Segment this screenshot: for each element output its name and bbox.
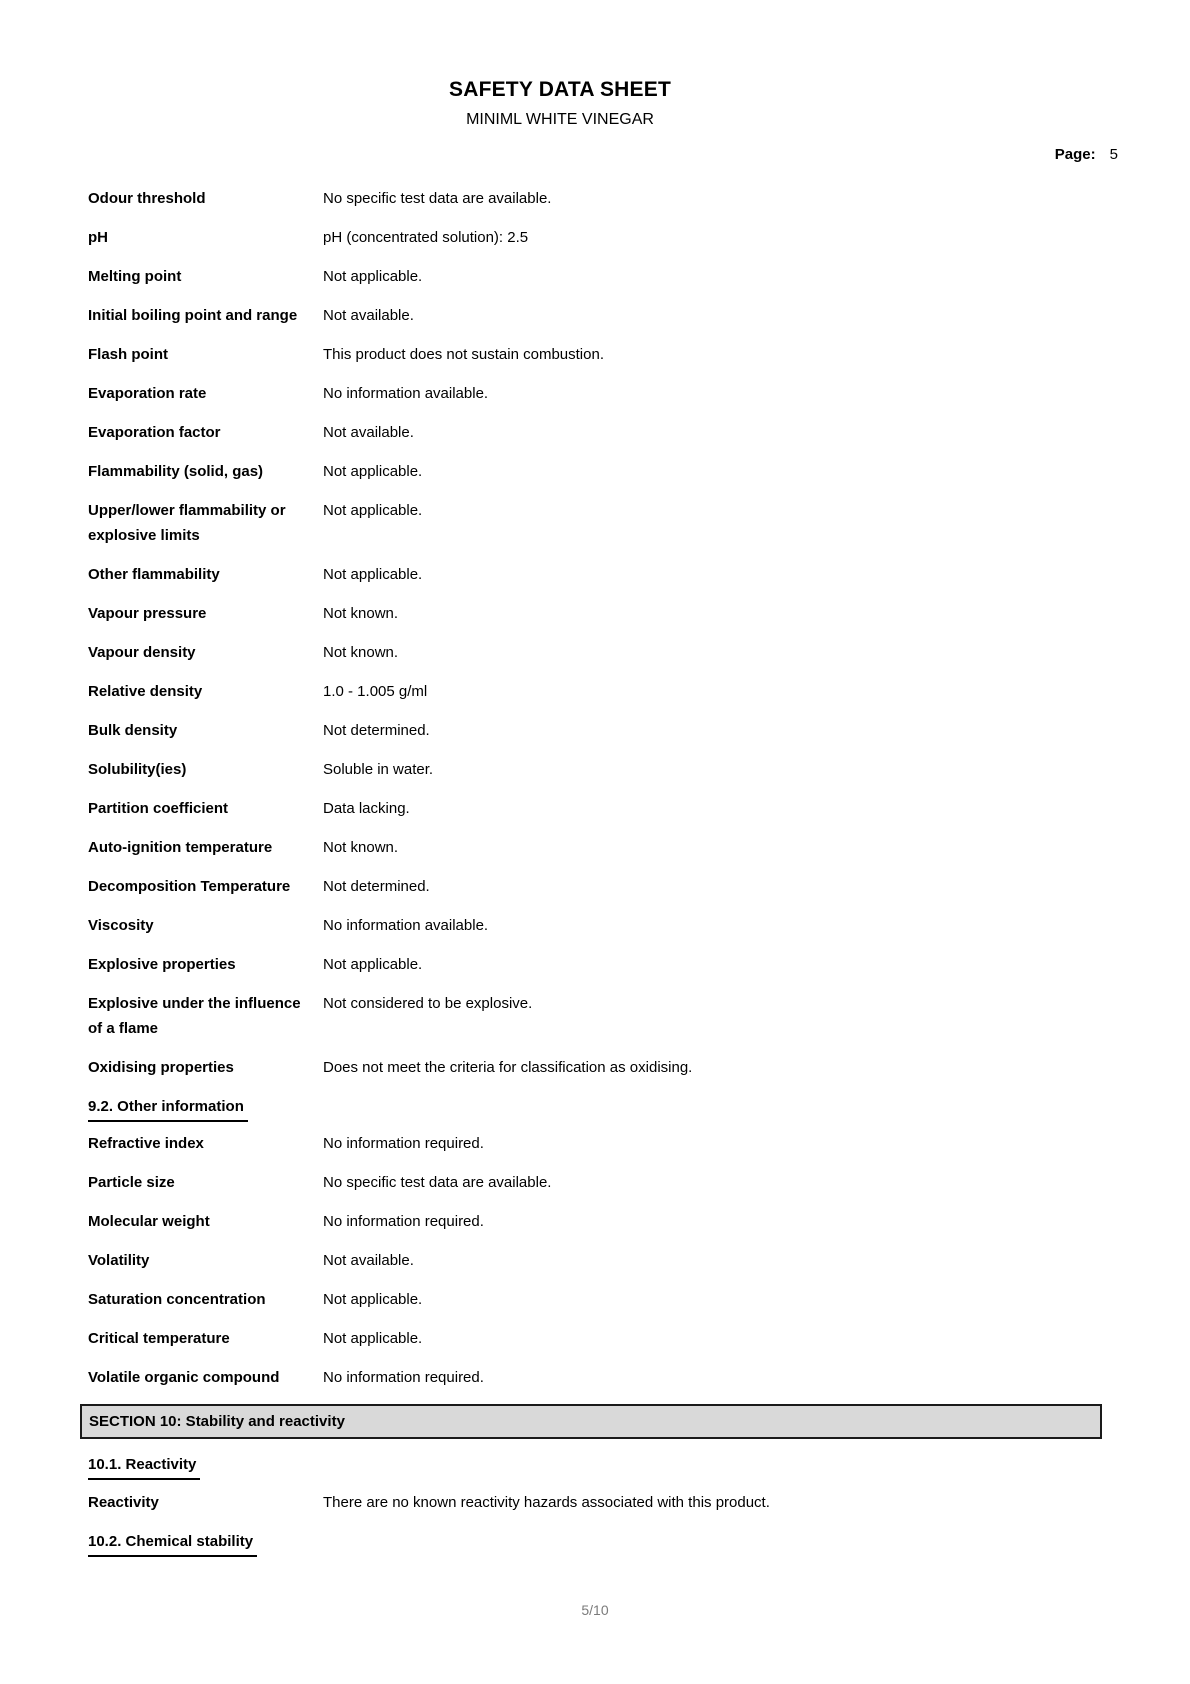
property-row — [80, 498, 1102, 548]
property-row — [80, 1248, 1102, 1273]
property-label: Molecular weight — [88, 1213, 210, 1230]
property-label: Evaporation factor — [88, 424, 221, 441]
property-row — [80, 264, 1102, 289]
subsection-10-1-heading: 10.1. Reactivity — [80, 1452, 1102, 1480]
property-value: Not known. — [323, 644, 399, 661]
property-label: Vapour pressure — [88, 605, 207, 622]
property-label: Reactivity — [88, 1494, 159, 1511]
property-label: Vapour density — [88, 644, 196, 661]
property-label: Explosive properties — [88, 956, 236, 973]
property-row — [80, 225, 1102, 250]
property-value: Not known. — [323, 839, 399, 856]
property-label: Melting point — [88, 268, 182, 285]
property-value: No specific test data are available. — [323, 190, 552, 207]
property-label: Bulk density — [88, 722, 178, 739]
property-label: Viscosity — [88, 917, 154, 934]
property-value: pH (concentrated solution): 2.5 — [323, 229, 529, 246]
property-value: Does not meet the criteria for classification as oxidising. — [323, 1059, 693, 1076]
property-value: No information available. — [323, 917, 489, 934]
property-row — [80, 1326, 1102, 1351]
property-label: Evaporation rate — [88, 385, 207, 402]
property-value: Not determined. — [323, 878, 430, 895]
property-row — [80, 1131, 1102, 1156]
property-row — [80, 1365, 1102, 1390]
property-value: Not applicable. — [323, 1330, 423, 1347]
property-row — [80, 718, 1102, 743]
property-row — [80, 1287, 1102, 1312]
property-row — [80, 913, 1102, 938]
property-label: Volatility — [88, 1252, 150, 1269]
page-indicator-row — [0, 145, 1190, 164]
page-label: Page: — [1054, 146, 1096, 163]
property-row — [80, 303, 1102, 328]
document-body — [80, 186, 1102, 1557]
physical-properties-list — [80, 186, 1102, 1080]
footer-page-indicator: 5/10 — [581, 1602, 609, 1618]
property-row — [80, 1170, 1102, 1195]
property-value: No specific test data are available. — [323, 1174, 552, 1191]
property-value: Soluble in water. — [323, 761, 434, 778]
property-label: Initial boiling point and range — [88, 307, 298, 324]
property-label: Other flammability — [88, 566, 220, 583]
property-value: Not applicable. — [323, 502, 423, 519]
property-label: Oxidising properties — [88, 1059, 234, 1076]
property-value: Data lacking. — [323, 800, 410, 817]
property-row — [80, 874, 1102, 899]
property-label: Explosive under the influence of a flame — [88, 995, 301, 1037]
section-10-header: SECTION 10: Stability and reactivity — [80, 1404, 1102, 1439]
property-label: Refractive index — [88, 1135, 204, 1152]
property-value: Not available. — [323, 424, 414, 441]
property-row — [80, 601, 1102, 626]
other-information-list — [80, 1131, 1102, 1390]
property-label: Saturation concentration — [88, 1291, 266, 1308]
property-label: Auto-ignition temperature — [88, 839, 273, 856]
property-row — [80, 991, 1102, 1041]
property-value: Not available. — [323, 307, 414, 324]
property-row — [80, 186, 1102, 211]
property-row — [80, 952, 1102, 977]
property-value: No information available. — [323, 385, 489, 402]
property-value: Not considered to be explosive. — [323, 995, 533, 1012]
property-value: Not available. — [323, 1252, 414, 1269]
property-row — [80, 757, 1102, 782]
property-value: Not determined. — [323, 722, 430, 739]
document-header — [0, 0, 1120, 129]
property-row — [80, 381, 1102, 406]
property-label: Partition coefficient — [88, 800, 229, 817]
property-label: pH — [88, 229, 108, 246]
property-row — [80, 1209, 1102, 1234]
property-value: Not applicable. — [323, 956, 423, 973]
property-label: Upper/lower flammability or explosive limits — [88, 502, 286, 544]
property-label: Critical temperature — [88, 1330, 230, 1347]
property-label: Volatile organic compound — [88, 1369, 280, 1386]
property-value: Not applicable. — [323, 1291, 423, 1308]
document-title: SAFETY DATA SHEET — [449, 78, 671, 101]
property-row — [80, 796, 1102, 821]
property-row — [80, 679, 1102, 704]
property-label: Decomposition Temperature — [88, 878, 291, 895]
subsection-9-2-heading: 9.2. Other information — [80, 1094, 1102, 1122]
property-label: Solubility(ies) — [88, 761, 187, 778]
product-name: MINIML WHITE VINEGAR — [466, 111, 654, 128]
property-row — [80, 640, 1102, 665]
subsection-10-2-heading: 10.2. Chemical stability — [80, 1529, 1102, 1557]
property-value: Not applicable. — [323, 566, 423, 583]
property-value: There are no known reactivity hazards associated with this product. — [323, 1494, 770, 1511]
property-row — [80, 562, 1102, 587]
page-number: 5 — [1109, 146, 1118, 163]
property-row — [80, 1055, 1102, 1080]
reactivity-row — [80, 1490, 1102, 1515]
property-value: No information required. — [323, 1213, 484, 1230]
property-label: Odour threshold — [88, 190, 206, 207]
property-value: 1.0 - 1.005 g/ml — [323, 683, 428, 700]
property-row — [80, 342, 1102, 367]
property-value: Not known. — [323, 605, 399, 622]
property-label: Particle size — [88, 1174, 175, 1191]
property-value: Not applicable. — [323, 268, 423, 285]
property-label: Relative density — [88, 683, 203, 700]
property-value: No information required. — [323, 1135, 484, 1152]
property-label: Flash point — [88, 346, 168, 363]
property-row — [80, 835, 1102, 860]
property-value: No information required. — [323, 1369, 484, 1386]
property-value: Not applicable. — [323, 463, 423, 480]
property-row — [80, 420, 1102, 445]
property-value: This product does not sustain combustion. — [323, 346, 604, 363]
property-row — [80, 459, 1102, 484]
property-label: Flammability (solid, gas) — [88, 463, 264, 480]
